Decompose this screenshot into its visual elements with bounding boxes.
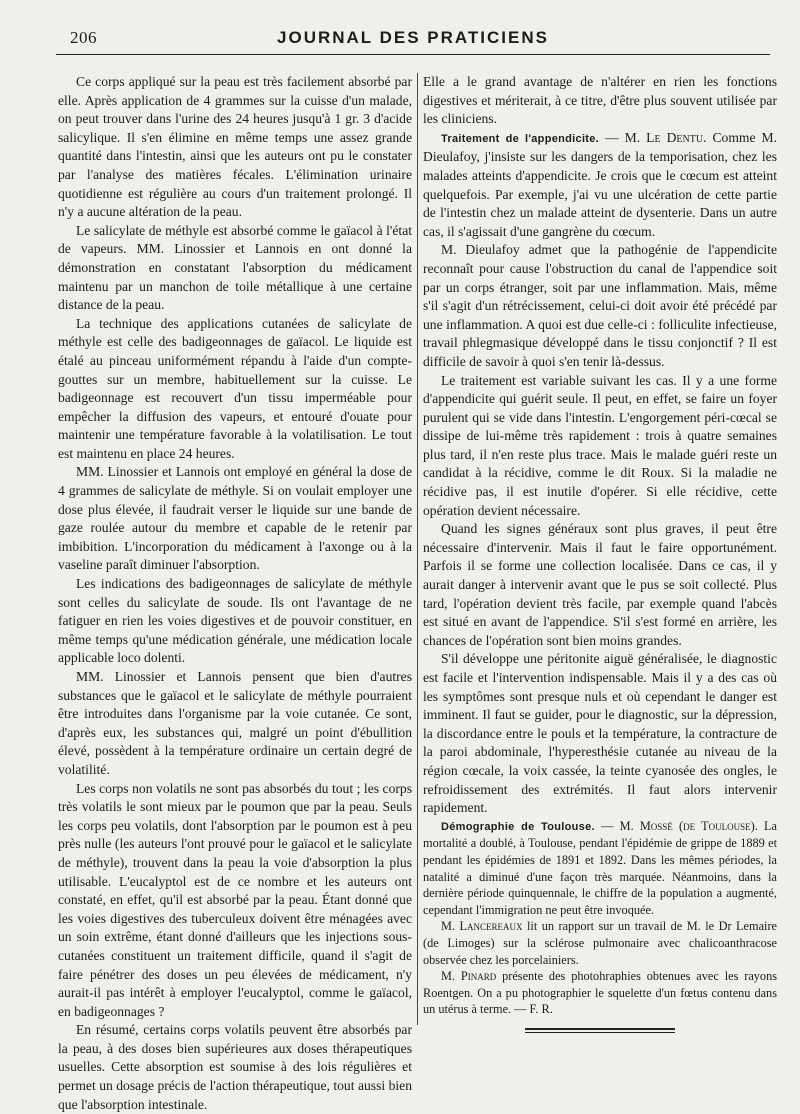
closing-rule [525, 1028, 675, 1033]
section-author: — M. Mossé (de Toulouse). [601, 818, 758, 833]
section-author: — M. Le Dentu. [605, 129, 707, 145]
paragraph-pinard [423, 968, 777, 1018]
left-column [58, 73, 412, 1112]
section-lead: Comme M. Dieulafoy, j'insiste sur les dangers de la temporisation, chez les malades atteints d'appendicite. Je crois que le cœcum est atteint quelquefois. Par exemple, j'ai vu une ulcération de cette partie de l'intestin chez un malade atteint de dysenterie. Dans un autre cas, il s'agissait d'une gangrène du cœcum. [423, 129, 778, 239]
right-column [423, 73, 777, 1025]
section-title: Démographie de Toulouse. [441, 820, 595, 833]
page-header [56, 28, 770, 54]
person-name: M. Lancereaux [441, 919, 523, 934]
paragraph-text: présente des photohraphies obtenues avec les rayons Roentgen. On a pu photographier le squelette d'un fœtus contenu dans un utérus à terme. — F. R. [423, 969, 778, 1017]
section-appendicite [423, 129, 777, 242]
paragraph: Le traitement est variable suivant les cas. Il y a une forme d'appendicite qui guérit seule. Il peut, en effet, se faire un foyer purulent qui se vide dans l'intestin. L'engorgement péri-cœcal se dissipe de lui-même très rapidement : trois à quatre semaines plus tard, il n'en reste plus trace. Mais le malade guéri reste un candidat à la récidive, comme le dit Roux. Si la maladie ne récidive pas, il est inutile d'opérer. Si elle récidive, cette opération devient nécessaire. [423, 372, 777, 518]
section-title: Traitement de l'appendicite. [441, 132, 600, 145]
section-lead: La mortalité a doublé, à Toulouse, pendant l'épidémie de grippe de 1889 et pendant les épidémies de 1891 et 1892. Dans les mêmes périodes, la natalité a diminué d'une façon très marquée. Néanmoins, dans la dernière période quinquennale, le chiffre de la population a augmenté, cependant l'immigration ne peut être invoquée. [423, 818, 778, 917]
column-divider [417, 73, 418, 1025]
person-name: M. Pinard [441, 969, 497, 984]
paragraph: MM. Linossier et Lannois pensent que bien d'autres substances que le gaïacol et le salicylate de méthyle pourraient être introduites dans l'organisme par la voie cutanée. Ce sont, d'après eux, les substances qui, malgré un point d'ébullition élevé, possèdent à la température ordinaire un certain degré de volatilité. [58, 669, 412, 777]
paragraph: M. Dieulafoy admet que la pathogénie de l'appendicite reconnaît pour cause l'obstruction du canal de l'appendice soit par un corps étranger, soit par une inflammation. Mais, même s'il s'agit d'un rétrécissement, celui-ci doit avoir été précédé par une inflammation. A quoi est due celle-ci : folliculite infectieuse, travail phlegmasique développé dans le tissu conjonctif ? Il est difficile de savoir à quoi s'en tenir là-dessus. [423, 242, 777, 369]
paragraph-text: lit un rapport sur un travail de M. le Dr Lemaire (de Limoges) sur la sclérose pulmonaire avec chalicoanthracose observée chez les porcelainiers. [423, 919, 777, 967]
section-demographie [423, 818, 777, 919]
paragraph: Quand les signes généraux sont plus graves, il peut être nécessaire d'intervenir. Mais il faut le faire opportunément. Parfois il se forme une collection localisée. Dans ce cas, il y aurait danger à intervenir avant que le pus se soit collecté. Plus tard, l'opération devient très facile, par exemple quand l'abcès est situé en avant de l'appendice. S'il s'est formé en arrière, les chances de l'opération sont bien moins grandes. [423, 521, 777, 648]
paragraph: Les corps non volatils ne sont pas absorbés du tout ; les corps très volatils le sont mieux par le poumon que par la peau. Seuls les corps peu volatils, dont l'absorption par le poumon est à peu près nulle (les auteurs l'ont prouvé pour le gaïacol et le salicylate de méthyle), trouvent dans la peau la voie d'absorption la plus utilisable. L'eucalyptol est de ce nombre et les auteurs ont constaté, en effet, qu'il est absorbé par la peau. Étant donné que les voies digestives des tuberculeux doivent être ménagées avec un soin extrême, étant donné d'ailleurs que les injections sous-cutanées constituent un traitement difficile, quand il s'agit de faire pénétrer des doses un peu élevées de médicament, n'y aurait-il pas intérêt à employer l'eucalyptol, comme le gaïacol, en badigeonnages ? [58, 780, 412, 1019]
page-number: 206 [70, 28, 97, 47]
paragraph: Ce corps appliqué sur la peau est très facilement absorbé par elle. Après application de 4 grammes sur la cuisse d'un malade, on peut trouver dans l'urine des 24 heures jusqu'à 1 gr. 3 d'acide salicylique. Il s'en élimine en même temps une assez grande quantité dans l'intestin, ainsi que les auteurs ont pu le constater par l'analyse des matières fécales. L'élimination urinaire quotidienne est régulière au cours d'un traitement prolongé. Il n'y a aucune altération de la peau. [58, 74, 412, 220]
paragraph: MM. Linossier et Lannois ont employé en général la dose de 4 grammes de salicylate de méthyle. Si on voulait employer une dose plus élevée, il faudrait verser le liquide sur une bande de gaze roulée autour du membre et capable de le retenir par imbibition. L'incorporation du médicament à l'axonge ou à la vaseline paraît diminuer l'absorption. [58, 464, 412, 573]
paragraph: S'il développe une péritonite aiguë généralisée, le diagnostic est facile et l'intervention indispensable. Mais il y a des cas où les symptômes sont presque nuls et où cependant le danger est imminent. Il faut se guider, pour le diagnostic, sur la dépression, la discordance entre le pouls et la température, la contracture de la paroi abdominale, l'hyperesthésie cutanée au niveau de la région cœcale, la voix cassée, la teinte cyanosée des ongles, le refroidissement des extrémités. Il faut alors intervenir rapidement. [423, 651, 777, 816]
journal-title: JOURNAL DES PRATICIENS [277, 28, 549, 47]
paragraph: La technique des applications cutanées de salicylate de méthyle est celle des badigeonnages de gaïacol. Le liquide est étalé au pinceau uniformément répandu à l'aide d'un compte-gouttes sur un membre, habituellement sur la cuisse. Le badigeonnage est recouvert d'un tissu imperméable pour empêcher la diffusion des vapeurs, et entouré d'ouate pour maintenir une température favorable à la volatilisation. Le tout est maintenu en place 24 heures. [58, 315, 412, 461]
paragraph-lancereaux [423, 918, 777, 968]
paragraph-continuation: Elle a le grand avantage de n'altérer en rien les fonctions digestives et mériterait, à ce titre, d'être plus souvent utilisée par les cliniciens. [423, 74, 777, 127]
paragraph: Les indications des badigeonnages de salicylate de méthyle sont celles du salicylate de soude. Ils ont l'avantage de ne fatiguer en rien les voies digestives et de pouvoir constituer, en même temps qu'une médication générale, une médication locale applicable loco dolenti. [58, 576, 412, 666]
header-rule [56, 54, 770, 55]
paragraph: En résumé, certains corps volatils peuvent être absorbés par la peau, à des doses bien supérieures aux doses thérapeutiques usuelles. Cette absorption est soumise à des lois régulières et permet un dosage précis de l'action thérapeutique, tout aussi bien que l'absorption intestinale. [58, 1022, 412, 1112]
paragraph: Le salicylate de méthyle est absorbé comme le gaïacol à l'état de vapeurs. MM. Linossier et Lannois en ont donné la démonstration en constatant l'absorption du médicament maintenu par un manchon de toile métallique à une certaine distance de la peau. [58, 222, 412, 313]
